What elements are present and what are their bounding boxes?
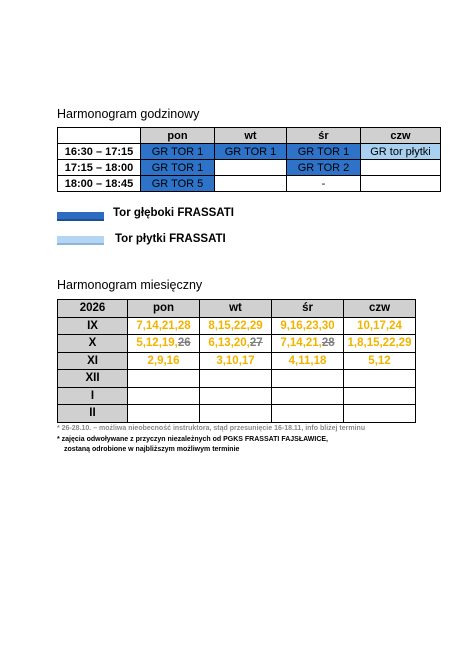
month-label: II [58, 405, 128, 423]
dates-text: 5,12 [368, 354, 391, 367]
weekly-corner-cell [58, 128, 141, 144]
weekly-cell [215, 160, 287, 176]
struck-date: 28 [321, 337, 335, 350]
month-dates-cell [200, 352, 272, 370]
dates-text: 2,9,16 [147, 354, 180, 367]
dates-text: 1,8,15,22,29 [347, 337, 412, 350]
weekly-row [58, 144, 441, 160]
dates-text: 7,14,21,28 [136, 319, 191, 332]
monthly-row [58, 335, 416, 353]
month-label: X [58, 335, 128, 353]
month-dates-cell [200, 387, 272, 405]
legend-swatch-shallow [57, 236, 104, 245]
month-dates-cell [272, 335, 344, 353]
weekly-header-sr: śr [287, 128, 361, 144]
legend-label-shallow: Tor płytki FRASSATI [115, 233, 226, 245]
monthly-row [58, 387, 416, 405]
month-dates-cell [200, 317, 272, 335]
dates-text: 8,15,22,29 [208, 319, 263, 332]
weekly-header-czw: czw [361, 128, 441, 144]
month-dates-cell [128, 335, 200, 353]
weekly-title: Harmonogram godzinowy [57, 107, 200, 121]
weekly-cell: GR TOR 1 [215, 144, 287, 160]
monthly-header-sr: śr [272, 300, 344, 318]
weekly-cell [361, 176, 441, 192]
monthly-schedule-table [57, 299, 416, 423]
month-dates-cell [272, 352, 344, 370]
weekly-row [58, 176, 441, 192]
monthly-row [58, 317, 416, 335]
monthly-row [58, 352, 416, 370]
dates-text: 9,16,23,30 [280, 319, 335, 332]
month-dates-cell [344, 352, 416, 370]
weekly-cell: GR TOR 1 [287, 144, 361, 160]
dates-text: 7,14,21, [280, 337, 322, 350]
month-dates-cell [128, 317, 200, 335]
dates-text: 3,10,17 [216, 354, 255, 367]
monthly-header-czw: czw [344, 300, 416, 318]
month-dates-cell [344, 335, 416, 353]
monthly-row [58, 405, 416, 423]
month-dates-cell [272, 370, 344, 388]
weekly-cell: GR TOR 1 [141, 144, 215, 160]
month-dates-cell [200, 405, 272, 423]
footnote-cancellation: * zajęcia odwoływane z przyczyn niezależnych od PGKS FRASSATI FAJSŁAWICE, [57, 436, 328, 443]
weekly-cell: GR tor płytki [361, 144, 441, 160]
month-label: XII [58, 370, 128, 388]
dates-text: 4,11,18 [288, 354, 327, 367]
monthly-header-pon: pon [128, 300, 200, 318]
weekly-cell: GR TOR 2 [287, 160, 361, 176]
weekly-cell: GR TOR 5 [141, 176, 215, 192]
monthly-header-row [58, 300, 416, 318]
weekly-time-cell: 17:15 – 18:00 [58, 160, 141, 176]
month-dates-cell [200, 370, 272, 388]
weekly-row [58, 160, 441, 176]
dates-text: 6,13,20, [208, 337, 250, 350]
weekly-time-cell: 18:00 – 18:45 [58, 176, 141, 192]
weekly-cell: - [287, 176, 361, 192]
month-dates-cell [344, 387, 416, 405]
dates-text: 10,17,24 [357, 319, 402, 332]
month-dates-cell [272, 405, 344, 423]
month-dates-cell [344, 317, 416, 335]
month-dates-cell [344, 370, 416, 388]
legend-swatch-deep [57, 212, 104, 221]
weekly-time-cell: 16:30 – 17:15 [58, 144, 141, 160]
month-dates-cell [344, 405, 416, 423]
struck-date: 27 [249, 337, 263, 350]
weekly-header-pon: pon [141, 128, 215, 144]
legend-label-deep: Tor głęboki FRASSATI [113, 207, 234, 219]
weekly-schedule-table [57, 127, 441, 192]
month-label: XI [58, 352, 128, 370]
weekly-cell [361, 160, 441, 176]
month-label: I [58, 387, 128, 405]
dates-text: 5,12,19, [136, 337, 178, 350]
month-label: IX [58, 317, 128, 335]
monthly-title: Harmonogram miesięczny [57, 278, 203, 292]
monthly-year-cell: 2026 [58, 300, 128, 318]
weekly-header-wt: wt [215, 128, 287, 144]
month-dates-cell [128, 387, 200, 405]
month-dates-cell [128, 405, 200, 423]
weekly-header-row [58, 128, 441, 144]
month-dates-cell [128, 352, 200, 370]
month-dates-cell [272, 317, 344, 335]
weekly-cell [215, 176, 287, 192]
weekly-cell: GR TOR 1 [141, 160, 215, 176]
month-dates-cell [128, 370, 200, 388]
month-dates-cell [200, 335, 272, 353]
footnote-makeup: zostaną odrobione w najbliższym możliwym terminie [64, 446, 240, 453]
monthly-header-wt: wt [200, 300, 272, 318]
monthly-row [58, 370, 416, 388]
struck-date: 26 [177, 337, 191, 350]
footnote-instructor: * 26-28.10. – możliwa nieobecność instruktora, stąd przesunięcie 16-18.11, info bliżej terminu [57, 425, 366, 432]
month-dates-cell [272, 387, 344, 405]
